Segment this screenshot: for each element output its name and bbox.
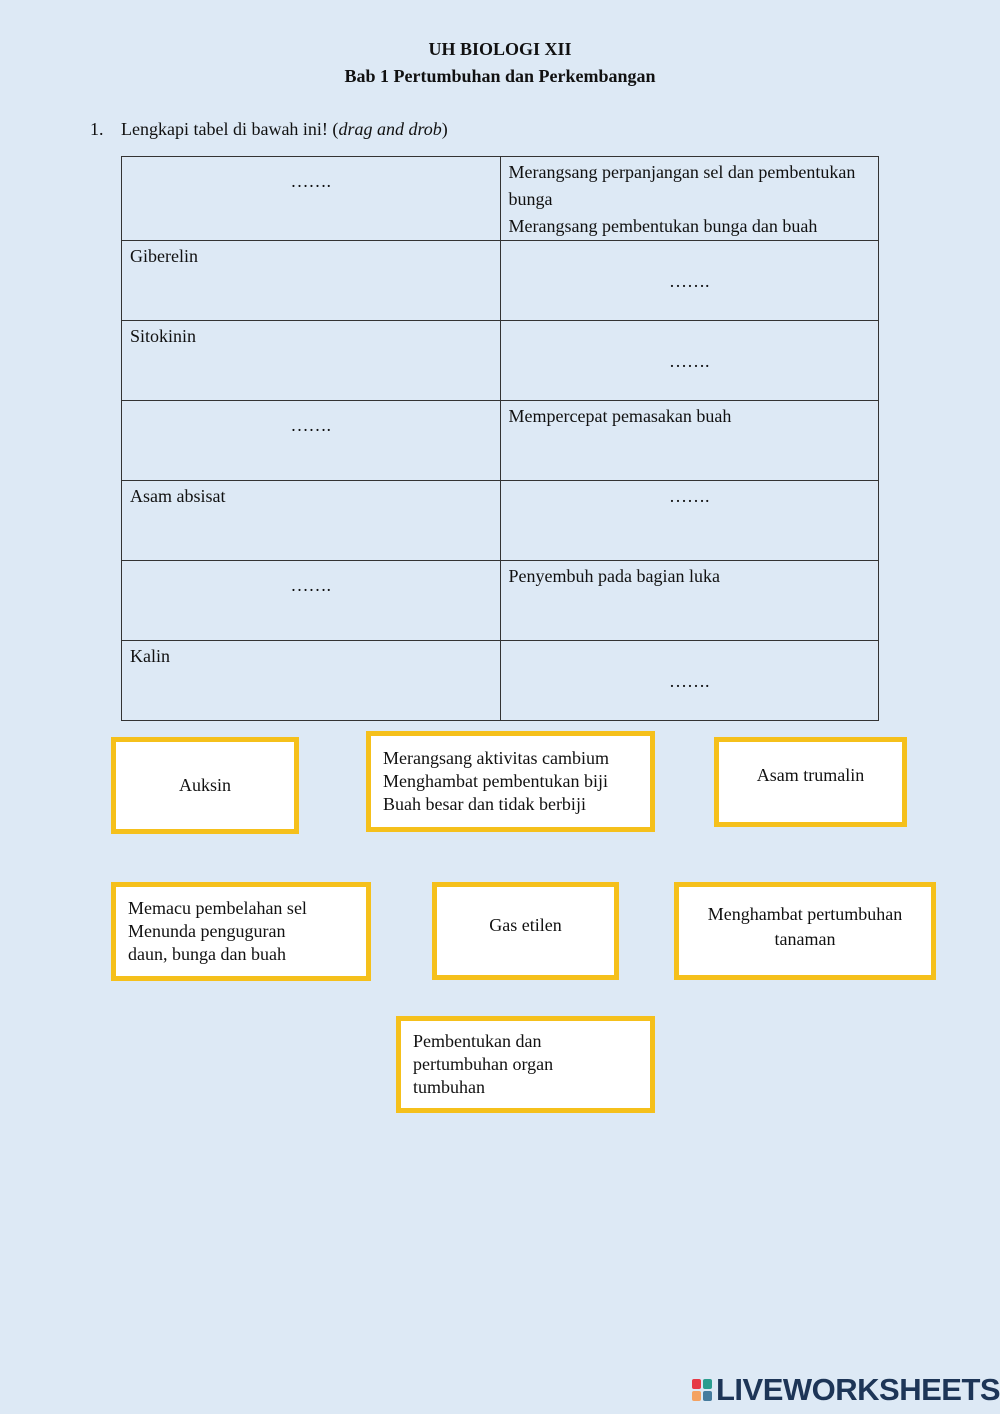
table-cell-hormone-5: [122, 481, 501, 561]
card-label: Gas etilen: [489, 915, 562, 935]
drag-card-menghambat[interactable]: [674, 882, 936, 980]
table-cell-hormone-2: [122, 241, 501, 321]
drag-card-pembentukan[interactable]: [396, 1016, 655, 1113]
table-row: [122, 321, 879, 401]
card-label: Menghambat pertumbuhan tanaman: [707, 904, 903, 949]
cell-text: Merangsang perpanjangan sel dan pembentukan bunga Merangsang pembentukan bunga dan buah: [508, 162, 856, 236]
table-row: [122, 241, 879, 321]
question-text-end: ): [441, 119, 448, 139]
card-label: Memacu pembelahan sel Menunda penguguran daun, bunga dan buah: [128, 898, 307, 964]
blank-placeholder: …….: [669, 671, 710, 691]
table-row: [122, 641, 879, 721]
cell-text: Kalin: [130, 646, 170, 666]
table-cell-function-1: [500, 157, 879, 241]
drop-zone-function-7[interactable]: [500, 641, 879, 721]
drag-card-memacu[interactable]: [111, 882, 371, 981]
drag-card-auksin[interactable]: [111, 737, 299, 834]
table-row: [122, 481, 879, 561]
card-label: Asam trumalin: [756, 765, 865, 785]
cell-text: Asam absisat: [130, 486, 226, 506]
brand-name: LIVEWORKSHEETS: [716, 1372, 1000, 1407]
table-cell-hormone-3: [122, 321, 501, 401]
blank-placeholder: …….: [290, 575, 331, 595]
hormone-table: [121, 156, 879, 721]
drag-card-asam-trumalin[interactable]: [714, 737, 907, 827]
drop-zone-function-3[interactable]: [500, 321, 879, 401]
table-cell-function-6: [500, 561, 879, 641]
liveworksheets-logo-icon: [692, 1379, 712, 1401]
worksheet-subtitle: Bab 1 Pertumbuhan dan Perkembangan: [344, 66, 656, 86]
question-1: [90, 116, 448, 142]
table-row: [122, 561, 879, 641]
blank-placeholder: …….: [669, 271, 710, 291]
drag-card-cambium[interactable]: [366, 731, 655, 832]
cell-text: Mempercepat pemasakan buah: [508, 406, 732, 426]
drop-zone-hormone-4[interactable]: [122, 401, 501, 481]
question-number: 1.: [90, 119, 104, 139]
drop-zone-hormone-6[interactable]: [122, 561, 501, 641]
cell-text: Penyembuh pada bagian luka: [508, 566, 720, 586]
blank-placeholder: …….: [669, 486, 710, 506]
table-row: [122, 157, 879, 241]
question-text: Lengkapi tabel di bawah ini! (: [121, 119, 339, 139]
liveworksheets-logo: [692, 1374, 1000, 1406]
question-text-italic: drag and drob: [338, 119, 442, 139]
drop-zone-function-2[interactable]: [500, 241, 879, 321]
drop-zone-hormone-1[interactable]: [122, 157, 501, 241]
drag-card-gas-etilen[interactable]: [432, 882, 619, 980]
drop-zone-function-5[interactable]: [500, 481, 879, 561]
card-label: Auksin: [178, 775, 231, 795]
cell-text: Sitokinin: [130, 326, 197, 346]
table-cell-hormone-7: [122, 641, 501, 721]
table-cell-function-4: [500, 401, 879, 481]
cell-text: Giberelin: [130, 246, 198, 266]
worksheet-header: [0, 36, 1000, 90]
blank-placeholder: …….: [290, 415, 331, 435]
blank-placeholder: …….: [290, 171, 331, 191]
card-label: Merangsang aktivitas cambium Menghambat pembentukan biji Buah besar dan tidak berbiji: [383, 748, 609, 814]
card-label: Pembentukan dan pertumbuhan organ tumbuhan: [413, 1031, 554, 1097]
worksheet-title: UH BIOLOGI XII: [428, 39, 572, 59]
blank-placeholder: …….: [669, 351, 710, 371]
table-row: [122, 401, 879, 481]
